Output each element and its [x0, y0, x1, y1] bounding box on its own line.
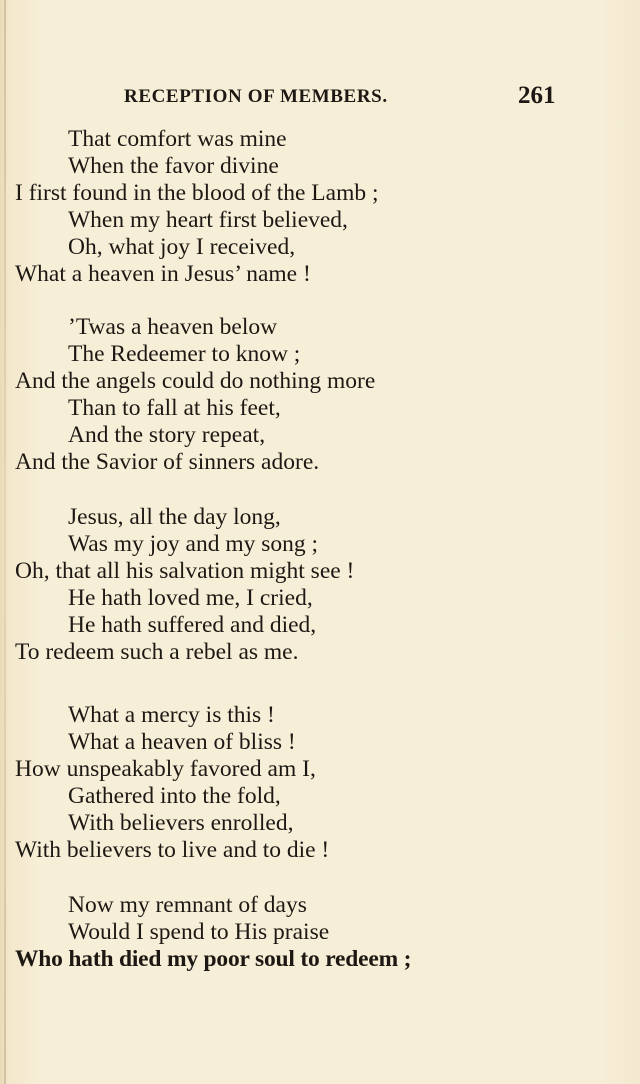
verse-line: Who hath died my poor soul to redeem ; — [15, 946, 412, 972]
verse-line: Gathered into the fold, — [68, 783, 281, 809]
page-number: 261 — [518, 82, 556, 109]
verse-line: He hath loved me, I cried, — [68, 585, 313, 611]
verse-line: Was my joy and my song ; — [68, 531, 319, 557]
page-header — [0, 82, 640, 112]
verse-line: Jesus, all the day long, — [68, 504, 281, 530]
verse-line: Oh, what joy I received, — [68, 234, 296, 260]
verse-line: What a mercy is this ! — [68, 702, 275, 728]
verse-line: And the angels could do nothing more — [15, 368, 376, 394]
verse-line: When my heart first believed, — [68, 207, 348, 233]
verse-line: How unspeakably favored am I, — [15, 756, 316, 782]
verse-line: He hath suffered and died, — [68, 612, 317, 638]
verse-line: Would I spend to His praise — [68, 919, 330, 945]
verse-line: With believers to live and to die ! — [15, 837, 330, 863]
verse-line: The Redeemer to know ; — [68, 341, 301, 367]
running-head: RECEPTION OF MEMBERS. — [124, 86, 388, 107]
verse-line: And the Savior of sinners adore. — [15, 449, 320, 475]
verse-line: What a heaven in Jesus’ name ! — [15, 261, 311, 287]
verse-line: With believers enrolled, — [68, 810, 294, 836]
verse-line: Oh, that all his salvation might see ! — [15, 558, 355, 584]
verse-line: To redeem such a rebel as me. — [15, 639, 299, 665]
verse-line: That comfort was mine — [68, 126, 287, 152]
verse-line: ’Twas a heaven below — [68, 314, 278, 340]
verse-line: Than to fall at his feet, — [68, 395, 281, 421]
verse-line: When the favor divine — [68, 153, 279, 179]
verse-line: What a heaven of bliss ! — [68, 729, 296, 755]
verse-line: Now my remnant of days — [68, 892, 307, 918]
page-gutter — [4, 0, 6, 1084]
verse-line: And the story repeat, — [68, 422, 266, 448]
verse-line: I first found in the blood of the Lamb ; — [15, 180, 379, 206]
